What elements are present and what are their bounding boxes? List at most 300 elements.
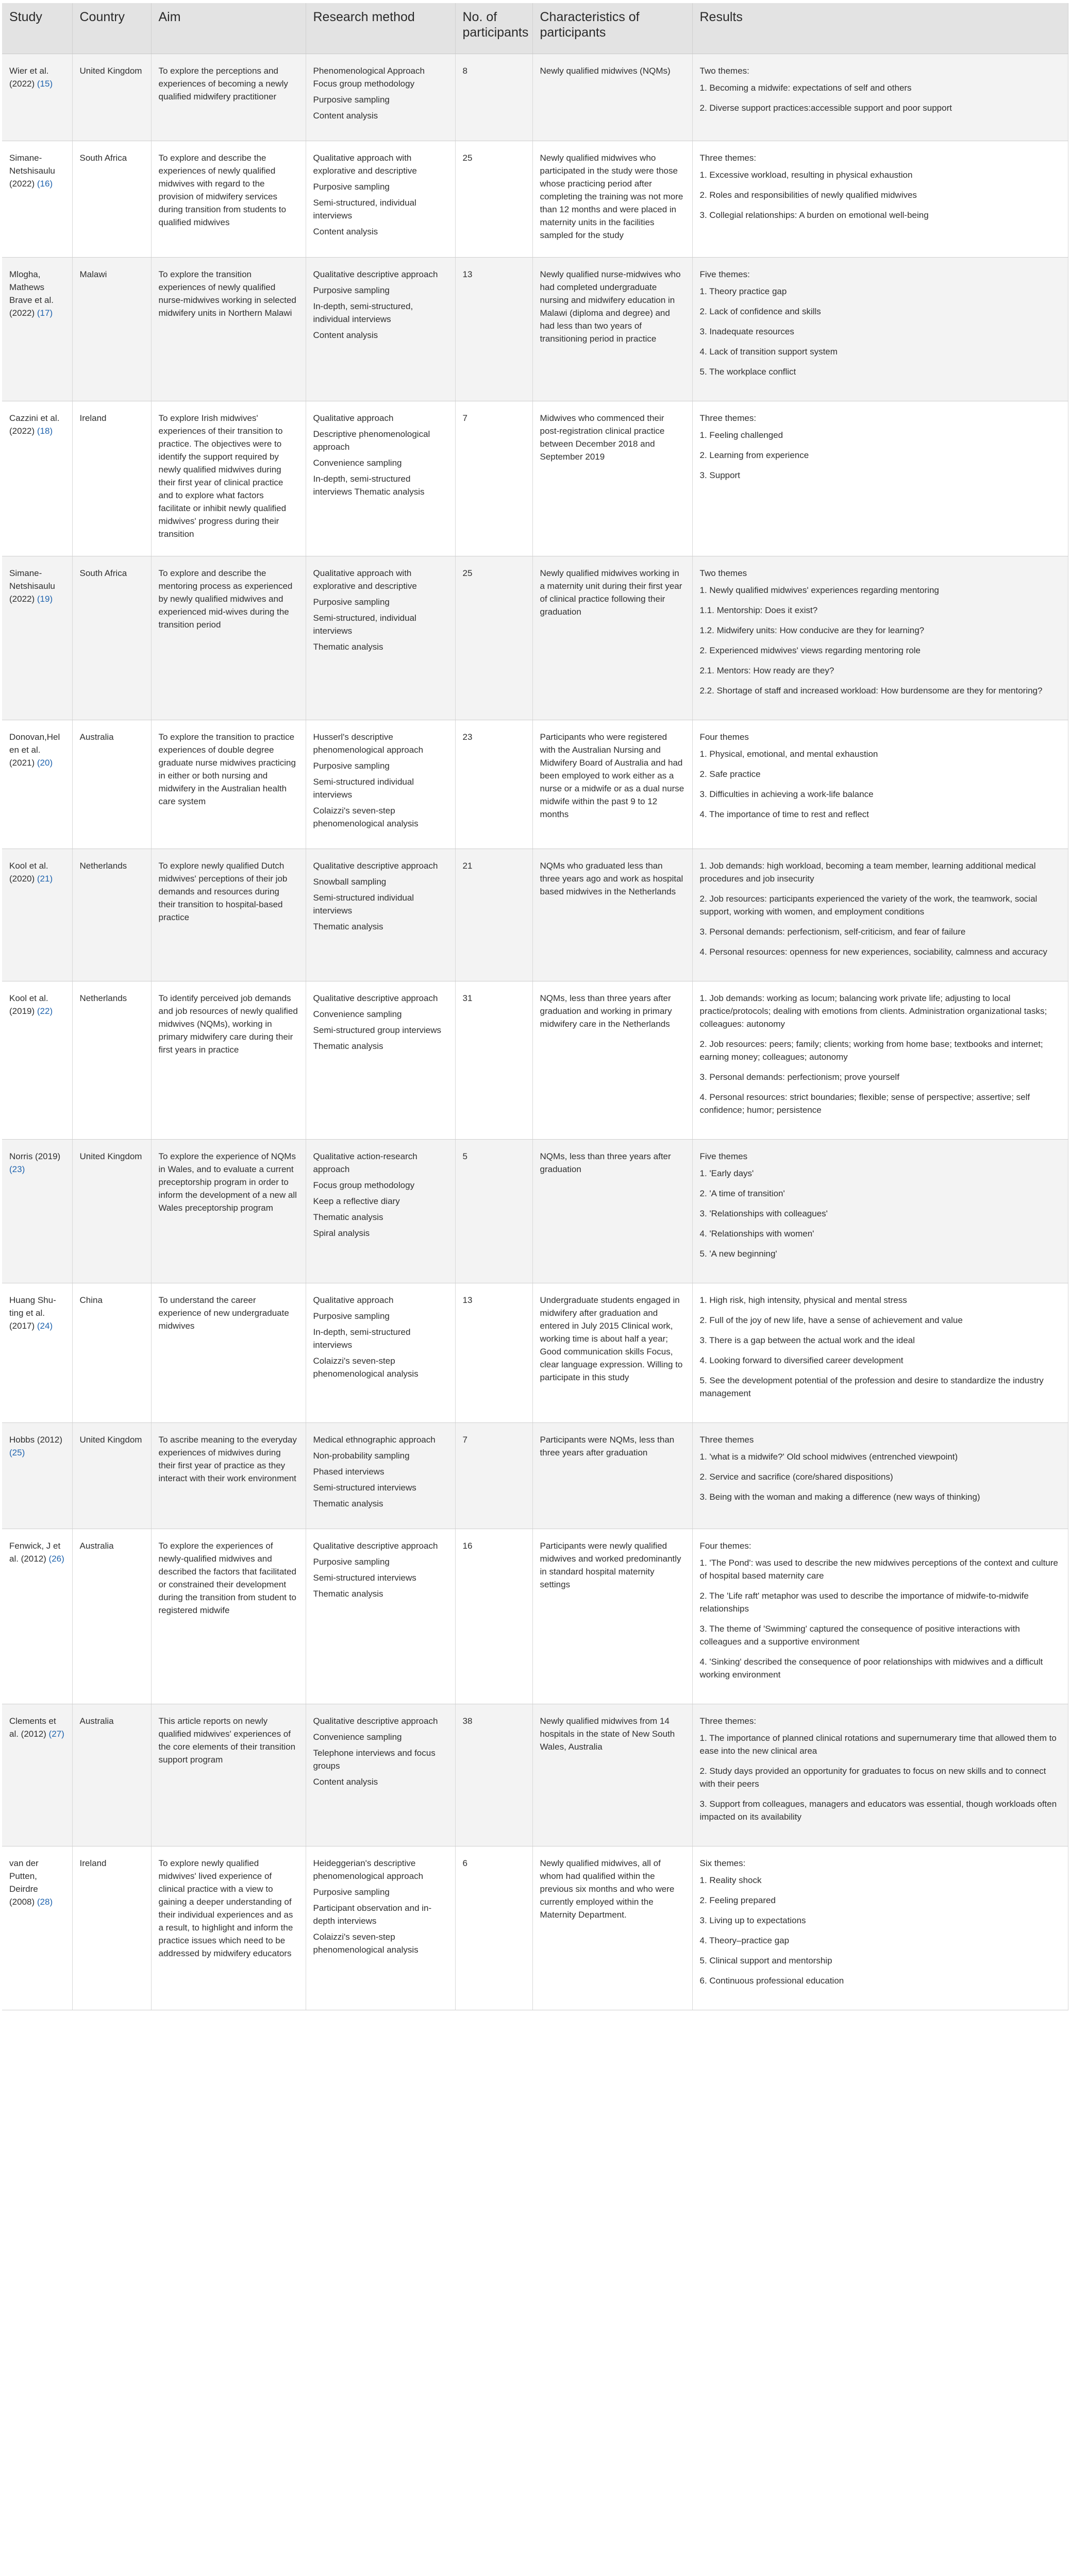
method-line: Descriptive phenomenological approach — [313, 429, 430, 452]
country-cell — [72, 54, 151, 141]
participants-count: 25 — [462, 153, 473, 163]
result-item: 5. The workplace conflict — [699, 367, 796, 377]
characteristics-text: NQMs who graduated less than three years ago and work as hospital based midwives in the Netherlands — [540, 861, 683, 896]
study-name: Kool et al. (2019) — [9, 993, 48, 1016]
method-line: Spiral analysis — [313, 1228, 370, 1238]
study-name: Hobbs (2012) — [9, 1435, 63, 1445]
result-item: 1. Job demands: high workload, becoming a team member, learning additional medical procedures and job insecurity — [699, 861, 1036, 884]
table-header-row — [2, 3, 1068, 54]
method-line: Purposive sampling — [313, 1311, 390, 1321]
characteristics-text: Participants were NQMs, less than three years after graduation — [540, 1435, 675, 1458]
results-cell — [692, 1283, 1068, 1423]
result-item: 3. Inadequate resources — [699, 327, 794, 336]
study-cell — [2, 258, 72, 401]
result-item: 4. 'Relationships with women' — [699, 1229, 814, 1239]
aim-cell — [151, 54, 306, 141]
result-item: 2. Diverse support practices:accessible support and poor support — [699, 103, 952, 113]
results-heading: Four themes — [699, 732, 749, 742]
method-cell — [306, 401, 455, 556]
header-country: Country — [72, 3, 151, 54]
method-line: Purposive sampling — [313, 597, 390, 607]
result-item: 5. 'A new beginning' — [699, 1249, 777, 1259]
participants-count: 7 — [462, 413, 467, 423]
country-text: China — [79, 1295, 103, 1305]
method-line: Semi-structured individual interviews — [313, 893, 414, 916]
table-row — [2, 1846, 1068, 2010]
country-text: Australia — [79, 1541, 114, 1551]
result-item: 3. 'Relationships with colleagues' — [699, 1209, 828, 1218]
method-line: Qualitative descriptive approach — [313, 993, 438, 1003]
study-cell — [2, 1529, 72, 1704]
country-cell — [72, 141, 151, 258]
country-cell — [72, 1283, 151, 1423]
method-line: Phased interviews — [313, 1467, 384, 1477]
method-line: Qualitative action-research approach — [313, 1151, 417, 1174]
characteristics-text: Newly qualified midwives, all of whom had qualified within the previous six months and who were currently employed within the Maternity Department. — [540, 1858, 675, 1920]
method-line: Thematic analysis — [313, 1041, 383, 1051]
result-item: 2. Roles and responsibilities of newly qualified midwives — [699, 190, 917, 200]
aim-text: To explore the experience of NQMs in Wales, and to evaluate a current preceptorship program in order to inform the development of a new all Wales preceptorship program — [158, 1151, 297, 1213]
method-line: Colaizzi's seven-step phenomenological analysis — [313, 806, 419, 828]
country-cell — [72, 1846, 151, 2010]
aim-cell — [151, 401, 306, 556]
aim-cell — [151, 258, 306, 401]
method-line: Convenience sampling — [313, 1009, 402, 1019]
results-heading: Five themes: — [699, 269, 750, 279]
participants-count: 21 — [462, 861, 473, 871]
citation-link[interactable]: (17) — [37, 308, 53, 318]
method-cell — [306, 54, 455, 141]
results-heading: Three themes — [699, 1435, 754, 1445]
country-cell — [72, 1529, 151, 1704]
method-line: Telephone interviews and focus groups — [313, 1748, 436, 1771]
results-cell — [692, 401, 1068, 556]
characteristics-cell — [532, 1529, 692, 1704]
characteristics-cell — [532, 401, 692, 556]
header-aim: Aim — [151, 3, 306, 54]
result-item: 2. Learning from experience — [699, 450, 809, 460]
citation-link[interactable]: (18) — [37, 426, 53, 436]
method-line: Qualitative descriptive approach — [313, 269, 438, 279]
study-name: van der Putten, Deirdre (2008) — [9, 1858, 39, 1907]
results-cell — [692, 720, 1068, 849]
method-line: Convenience sampling — [313, 1732, 402, 1742]
result-item: 3. Collegial relationships: A burden on emotional well-being — [699, 210, 929, 220]
country-cell — [72, 258, 151, 401]
method-line: Non-probability sampling — [313, 1451, 410, 1461]
method-cell — [306, 556, 455, 720]
citation-link[interactable]: (25) — [9, 1448, 25, 1458]
method-line: Semi-structured interviews — [313, 1573, 416, 1583]
results-heading: Four themes: — [699, 1541, 751, 1551]
result-item: 2. The 'Life raft' metaphor was used to describe the importance of midwife-to-midwife relationships — [699, 1591, 1029, 1614]
participants-cell — [455, 401, 532, 556]
method-line: Focus group methodology — [313, 1180, 415, 1190]
result-item: 4. Looking forward to diversified career development — [699, 1355, 904, 1365]
characteristics-text: Newly qualified midwives (NQMs) — [540, 66, 671, 76]
aim-cell — [151, 141, 306, 258]
study-cell — [2, 141, 72, 258]
characteristics-text: NQMs, less than three years after graduation — [540, 1151, 671, 1174]
result-item: 1. 'Early days' — [699, 1168, 754, 1178]
citation-link[interactable]: (16) — [37, 179, 53, 189]
table-row — [2, 54, 1068, 141]
participants-cell — [455, 1140, 532, 1283]
table-row — [2, 1283, 1068, 1423]
participants-count: 38 — [462, 1716, 473, 1726]
study-cell — [2, 401, 72, 556]
method-line: Semi-structured individual interviews — [313, 777, 414, 800]
results-cell — [692, 258, 1068, 401]
country-text: Malawi — [79, 269, 107, 279]
aim-text: To ascribe meaning to the everyday experiences of midwives during their first year of practice as they interact with their work environment — [158, 1435, 297, 1483]
studies-table — [2, 3, 1068, 2010]
aim-cell — [151, 556, 306, 720]
results-cell — [692, 1423, 1068, 1529]
citation-link[interactable]: (20) — [37, 758, 53, 768]
study-cell — [2, 981, 72, 1140]
participants-count: 5 — [462, 1151, 467, 1161]
method-line: Qualitative descriptive approach — [313, 861, 438, 871]
participants-count: 8 — [462, 66, 467, 76]
aim-cell — [151, 1283, 306, 1423]
characteristics-cell — [532, 141, 692, 258]
result-item: 1. The importance of planned clinical rotations and supernumerary time that allowed them to ease into the new clinical area — [699, 1733, 1057, 1756]
results-cell — [692, 1529, 1068, 1704]
method-line: Content analysis — [313, 111, 378, 121]
method-line: Colaizzi's seven-step phenomenological analysis — [313, 1932, 419, 1955]
country-text: Australia — [79, 732, 114, 742]
participants-cell — [455, 1423, 532, 1529]
method-line: In-depth, semi-structured interviews Thematic analysis — [313, 474, 425, 497]
aim-text: To identify perceived job demands and job resources of newly qualified midwives (NQMs), working in primary midwifery care during their first years in practice — [158, 993, 298, 1055]
result-item: 4. Personal resources: strict boundaries; flexible; sense of perspective; assertive; self confidence; humor; persistence — [699, 1092, 1030, 1115]
method-line: Semi-structured, individual interviews — [313, 613, 416, 636]
country-text: Ireland — [79, 413, 107, 423]
characteristics-text: Undergraduate students engaged in midwifery after graduation and entered in July 2015 Clinical work, working time is about half a year; Good communication skills Focus, clear language expression. Willing to participate in this study — [540, 1295, 683, 1382]
result-item: 3. Support from colleagues, managers and educators was essential, though workloads often impacted on its availability — [699, 1799, 1057, 1822]
table-body — [2, 54, 1068, 2010]
method-line: Participant observation and in-depth interviews — [313, 1903, 432, 1926]
results-heading: Six themes: — [699, 1858, 746, 1868]
country-cell — [72, 1140, 151, 1283]
table-row — [2, 981, 1068, 1140]
study-name: Simane-Netshisaulu (2022) — [9, 568, 55, 604]
method-line: Qualitative approach with explorative and descriptive — [313, 153, 417, 176]
result-item: 1. Feeling challenged — [699, 430, 783, 440]
aim-cell — [151, 849, 306, 981]
participants-count: 13 — [462, 1295, 473, 1305]
characteristics-text: Participants who were registered with the Australian Nursing and Midwifery Board of Australia and had been employed to work either as a nurse or a midwife or as a dual nurse midwife within the past 9 to 12 months — [540, 732, 684, 819]
table-row — [2, 849, 1068, 981]
method-cell — [306, 849, 455, 981]
result-item: 2.2. Shortage of staff and increased workload: How burdensome are they for mentoring? — [699, 686, 1043, 696]
result-item: 2. Safe practice — [699, 769, 761, 779]
study-name: Huang Shu-ting et al. (2017) — [9, 1295, 56, 1331]
characteristics-cell — [532, 1423, 692, 1529]
method-line: Content analysis — [313, 227, 378, 236]
method-line: Thematic analysis — [313, 922, 383, 931]
method-line: Thematic analysis — [313, 642, 383, 652]
result-item: 4. Personal resources: openness for new experiences, sociability, calmness and accuracy — [699, 947, 1047, 957]
aim-cell — [151, 1140, 306, 1283]
result-item: 2. Full of the joy of new life, have a sense of achievement and value — [699, 1315, 963, 1325]
study-cell — [2, 556, 72, 720]
result-item: 2. Job resources: peers; family; clients; working from home base; textbooks and internet; earning money; colleagues; autonomy — [699, 1039, 1043, 1062]
method-cell — [306, 1140, 455, 1283]
participants-cell — [455, 720, 532, 849]
result-item: 1. Newly qualified midwives' experiences regarding mentoring — [699, 585, 939, 595]
characteristics-cell — [532, 1704, 692, 1846]
result-item: 4. Lack of transition support system — [699, 347, 838, 357]
aim-text: To explore newly qualified midwives' lived experience of clinical practice with a view to gaining a deeper understanding of their individual experiences and as a result, to highlight and inform the practice issues which need to be addressed by midwifery educators — [158, 1858, 293, 1958]
method-cell — [306, 141, 455, 258]
characteristics-cell — [532, 720, 692, 849]
citation-link[interactable]: (15) — [37, 79, 53, 89]
country-text: South Africa — [79, 568, 127, 578]
participants-count: 7 — [462, 1435, 467, 1445]
country-cell — [72, 401, 151, 556]
participants-cell — [455, 556, 532, 720]
results-cell — [692, 1140, 1068, 1283]
results-heading: Five themes — [699, 1151, 748, 1161]
method-line: Husserl's descriptive phenomenological approach — [313, 732, 424, 755]
aim-cell — [151, 720, 306, 849]
citation-link[interactable]: (26) — [48, 1554, 64, 1564]
characteristics-text: NQMs, less than three years after graduation and working in primary midwifery care in the Netherlands — [540, 993, 672, 1029]
table-row — [2, 141, 1068, 258]
aim-cell — [151, 1704, 306, 1846]
characteristics-text: Participants were newly qualified midwives and worked predominantly in standard hospital maternity settings — [540, 1541, 681, 1589]
aim-text: To understand the career experience of new undergraduate midwives — [158, 1295, 289, 1331]
study-name: Fenwick, J et al. (2012) — [9, 1541, 61, 1564]
table-row — [2, 401, 1068, 556]
result-item: 2. Service and sacrifice (core/shared dispositions) — [699, 1472, 893, 1482]
aim-text: To explore and describe the experiences of newly qualified midwives with regard to the provision of midwifery services during transition from students to qualified midwives — [158, 153, 287, 227]
method-line: Heideggerian's descriptive phenomenological approach — [313, 1858, 424, 1881]
country-text: Netherlands — [79, 861, 127, 871]
method-line: Phenomenological Approach Focus group methodology — [313, 66, 425, 89]
results-cell — [692, 54, 1068, 141]
participants-count: 6 — [462, 1858, 467, 1868]
country-cell — [72, 720, 151, 849]
participants-cell — [455, 981, 532, 1140]
aim-text: To explore the transition to practice experiences of double degree graduate nurse midwives practicing in either or both nursing and midwifery in the Australian health care system — [158, 732, 296, 806]
study-name: Kool et al. (2020) — [9, 861, 48, 884]
result-item: 3. Personal demands: perfectionism; prove yourself — [699, 1072, 899, 1082]
result-item: 2. Experienced midwives' views regarding mentoring role — [699, 646, 921, 655]
characteristics-cell — [532, 981, 692, 1140]
aim-text: To explore the perceptions and experiences of becoming a newly qualified midwifery practitioner — [158, 66, 288, 101]
study-name: Clements et al. (2012) — [9, 1716, 56, 1739]
result-item: 3. Difficulties in achieving a work-life balance — [699, 789, 874, 799]
method-line: Convenience sampling — [313, 458, 402, 468]
method-line: Purposive sampling — [313, 1557, 390, 1567]
result-item: 3. Living up to expectations — [699, 1916, 806, 1925]
aim-text: To explore Irish midwives' experiences of their transition to practice. The objectives were to identify the support required by newly qualified midwives during their first year of clinical practice and to explore what factors facilitate or inhibit newly qualified midwives' progress during their transition — [158, 413, 287, 539]
table-row — [2, 556, 1068, 720]
country-text: Netherlands — [79, 993, 127, 1003]
characteristics-cell — [532, 1846, 692, 2010]
method-cell — [306, 981, 455, 1140]
method-line: Medical ethnographic approach — [313, 1435, 436, 1445]
aim-text: To explore the experiences of newly-qualified midwives and described the factors that facilitated or constrained their development during the transition from student to registered midwife — [158, 1541, 296, 1615]
participants-cell — [455, 849, 532, 981]
method-line: Snowball sampling — [313, 877, 387, 887]
citation-link[interactable]: (24) — [37, 1321, 53, 1331]
result-item: 1. Physical, emotional, and mental exhaustion — [699, 749, 878, 759]
participants-cell — [455, 141, 532, 258]
results-cell — [692, 849, 1068, 981]
citation-link[interactable]: (23) — [9, 1164, 25, 1174]
participants-cell — [455, 258, 532, 401]
citation-link[interactable]: (19) — [37, 594, 53, 604]
country-text: Australia — [79, 1716, 114, 1726]
method-line: Qualitative descriptive approach — [313, 1541, 438, 1551]
method-line: Thematic analysis — [313, 1499, 383, 1509]
result-item: 5. See the development potential of the profession and desire to standardize the industry management — [699, 1376, 1044, 1398]
method-line: Semi-structured interviews — [313, 1483, 416, 1493]
participants-cell — [455, 1846, 532, 2010]
result-item: 1. 'The Pond': was used to describe the new midwives perceptions of the context and culture of hospital based maternity care — [699, 1558, 1058, 1581]
result-item: 2. 'A time of transition' — [699, 1189, 785, 1198]
method-line: Purposive sampling — [313, 182, 390, 192]
table-row — [2, 1140, 1068, 1283]
method-line: Qualitative approach — [313, 1295, 394, 1305]
method-line: Thematic analysis — [313, 1212, 383, 1222]
participants-cell — [455, 54, 532, 141]
result-item: 2. Study days provided an opportunity for graduates to focus on new skills and to connect with their peers — [699, 1766, 1046, 1789]
country-text: United Kingdom — [79, 66, 142, 76]
country-cell — [72, 981, 151, 1140]
characteristics-text: Newly qualified midwives who participated in the study were those whose practicing period after completing the training was not more than 12 months and were placed in maternity units in the facilities sampled for the study — [540, 153, 683, 240]
study-cell — [2, 849, 72, 981]
participants-count: 13 — [462, 269, 473, 279]
result-item: 2. Job resources: participants experienced the variety of the work, the teamwork, social support, working with women, and employment conditions — [699, 894, 1038, 917]
citation-link[interactable]: (27) — [48, 1729, 64, 1739]
participants-count: 23 — [462, 732, 473, 742]
citation-link[interactable]: (28) — [37, 1897, 53, 1907]
participants-cell — [455, 1283, 532, 1423]
results-cell — [692, 141, 1068, 258]
result-item: 4. 'Sinking' described the consequence of poor relationships with midwives and a difficult working environment — [699, 1657, 1043, 1680]
header-research-method: Research method — [306, 3, 455, 54]
study-cell — [2, 54, 72, 141]
method-line: In-depth, semi-structured interviews — [313, 1327, 411, 1350]
country-cell — [72, 849, 151, 981]
result-item: 1. Becoming a midwife: expectations of self and others — [699, 83, 912, 93]
table-row — [2, 258, 1068, 401]
results-cell — [692, 1704, 1068, 1846]
country-text: United Kingdom — [79, 1435, 142, 1445]
header-study: Study — [2, 3, 72, 54]
study-cell — [2, 1283, 72, 1423]
result-item: 3. The theme of 'Swimming' captured the consequence of positive interactions with colleagues and a supportive environment — [699, 1624, 1020, 1647]
method-line: Purposive sampling — [313, 1887, 390, 1897]
characteristics-cell — [532, 849, 692, 981]
method-cell — [306, 720, 455, 849]
participants-count: 31 — [462, 993, 473, 1003]
method-cell — [306, 1529, 455, 1704]
country-cell — [72, 556, 151, 720]
result-item: 3. Support — [699, 470, 740, 480]
participants-cell — [455, 1529, 532, 1704]
aim-text: To explore and describe the mentoring process as experienced by newly qualified midwives and experienced mid-wives during the transition period — [158, 568, 293, 630]
result-item: 3. Being with the woman and making a difference (new ways of thinking) — [699, 1492, 980, 1502]
study-name: Donovan,Helen et al. (2021) — [9, 732, 60, 768]
result-item: 2. Feeling prepared — [699, 1895, 776, 1905]
header-participants: No. of participants — [455, 3, 532, 54]
method-line: Content analysis — [313, 330, 378, 340]
method-line: Semi-structured, individual interviews — [313, 198, 416, 221]
method-line: Content analysis — [313, 1777, 378, 1787]
method-line: Purposive sampling — [313, 285, 390, 295]
country-cell — [72, 1423, 151, 1529]
study-cell — [2, 720, 72, 849]
result-item: 3. There is a gap between the actual work and the ideal — [699, 1335, 915, 1345]
result-item: 1. Theory practice gap — [699, 286, 787, 296]
participants-cell — [455, 1704, 532, 1846]
study-cell — [2, 1704, 72, 1846]
country-text: Ireland — [79, 1858, 107, 1868]
method-cell — [306, 1846, 455, 2010]
characteristics-cell — [532, 1140, 692, 1283]
participants-count: 16 — [462, 1541, 473, 1551]
citation-link[interactable]: (22) — [37, 1006, 53, 1016]
method-cell — [306, 1283, 455, 1423]
citation-link[interactable]: (21) — [37, 874, 53, 884]
result-item: 4. Theory–practice gap — [699, 1936, 790, 1945]
result-item: 2.1. Mentors: How ready are they? — [699, 666, 834, 675]
results-heading: Three themes: — [699, 1716, 757, 1726]
result-item: 1.1. Mentorship: Does it exist? — [699, 605, 818, 615]
result-item: 1.2. Midwifery units: How conducive are they for learning? — [699, 625, 925, 635]
aim-cell — [151, 1846, 306, 2010]
aim-text: To explore newly qualified Dutch midwives' perceptions of their job demands and resources during their transition to hospital-based practice — [158, 861, 288, 922]
country-cell — [72, 1704, 151, 1846]
study-cell — [2, 1423, 72, 1529]
result-item: 1. Reality shock — [699, 1875, 762, 1885]
results-cell — [692, 981, 1068, 1140]
method-cell — [306, 258, 455, 401]
method-line: Thematic analysis — [313, 1589, 383, 1599]
header-results: Results — [692, 3, 1068, 54]
characteristics-cell — [532, 556, 692, 720]
result-item: 1. Job demands: working as locum; balancing work private life; adjusting to local practice/protocols; dealing with emotions from clients. Administration organizational tasks; colleagues: autonomy — [699, 993, 1047, 1029]
method-cell — [306, 1423, 455, 1529]
method-line: Keep a reflective diary — [313, 1196, 400, 1206]
characteristics-cell — [532, 54, 692, 141]
header-characteristics: Characteristics of participants — [532, 3, 692, 54]
method-line: In-depth, semi-structured, individual interviews — [313, 301, 413, 324]
characteristics-text: Newly qualified midwives from 14 hospitals in the state of New South Wales, Australia — [540, 1716, 675, 1752]
study-cell — [2, 1846, 72, 2010]
results-heading: Two themes: — [699, 66, 749, 76]
result-item: 6. Continuous professional education — [699, 1976, 844, 1986]
study-name: Wier et al. (2022) — [9, 66, 49, 89]
table-row — [2, 720, 1068, 849]
result-item: 1. High risk, high intensity, physical and mental stress — [699, 1295, 907, 1305]
study-name: Norris (2019) — [9, 1151, 61, 1161]
country-text: United Kingdom — [79, 1151, 142, 1161]
aim-text: This article reports on newly qualified midwives' experiences of the core elements of their transition support program — [158, 1716, 296, 1765]
table-row — [2, 1704, 1068, 1846]
study-name: Cazzini et al. (2022) — [9, 413, 60, 436]
characteristics-text: Newly qualified midwives working in a maternity unit during their first year of clinical practice following their graduation — [540, 568, 682, 617]
method-line: Purposive sampling — [313, 95, 390, 105]
result-item: 5. Clinical support and mentorship — [699, 1956, 832, 1965]
method-line: Colaizzi's seven-step phenomenological analysis — [313, 1356, 419, 1379]
